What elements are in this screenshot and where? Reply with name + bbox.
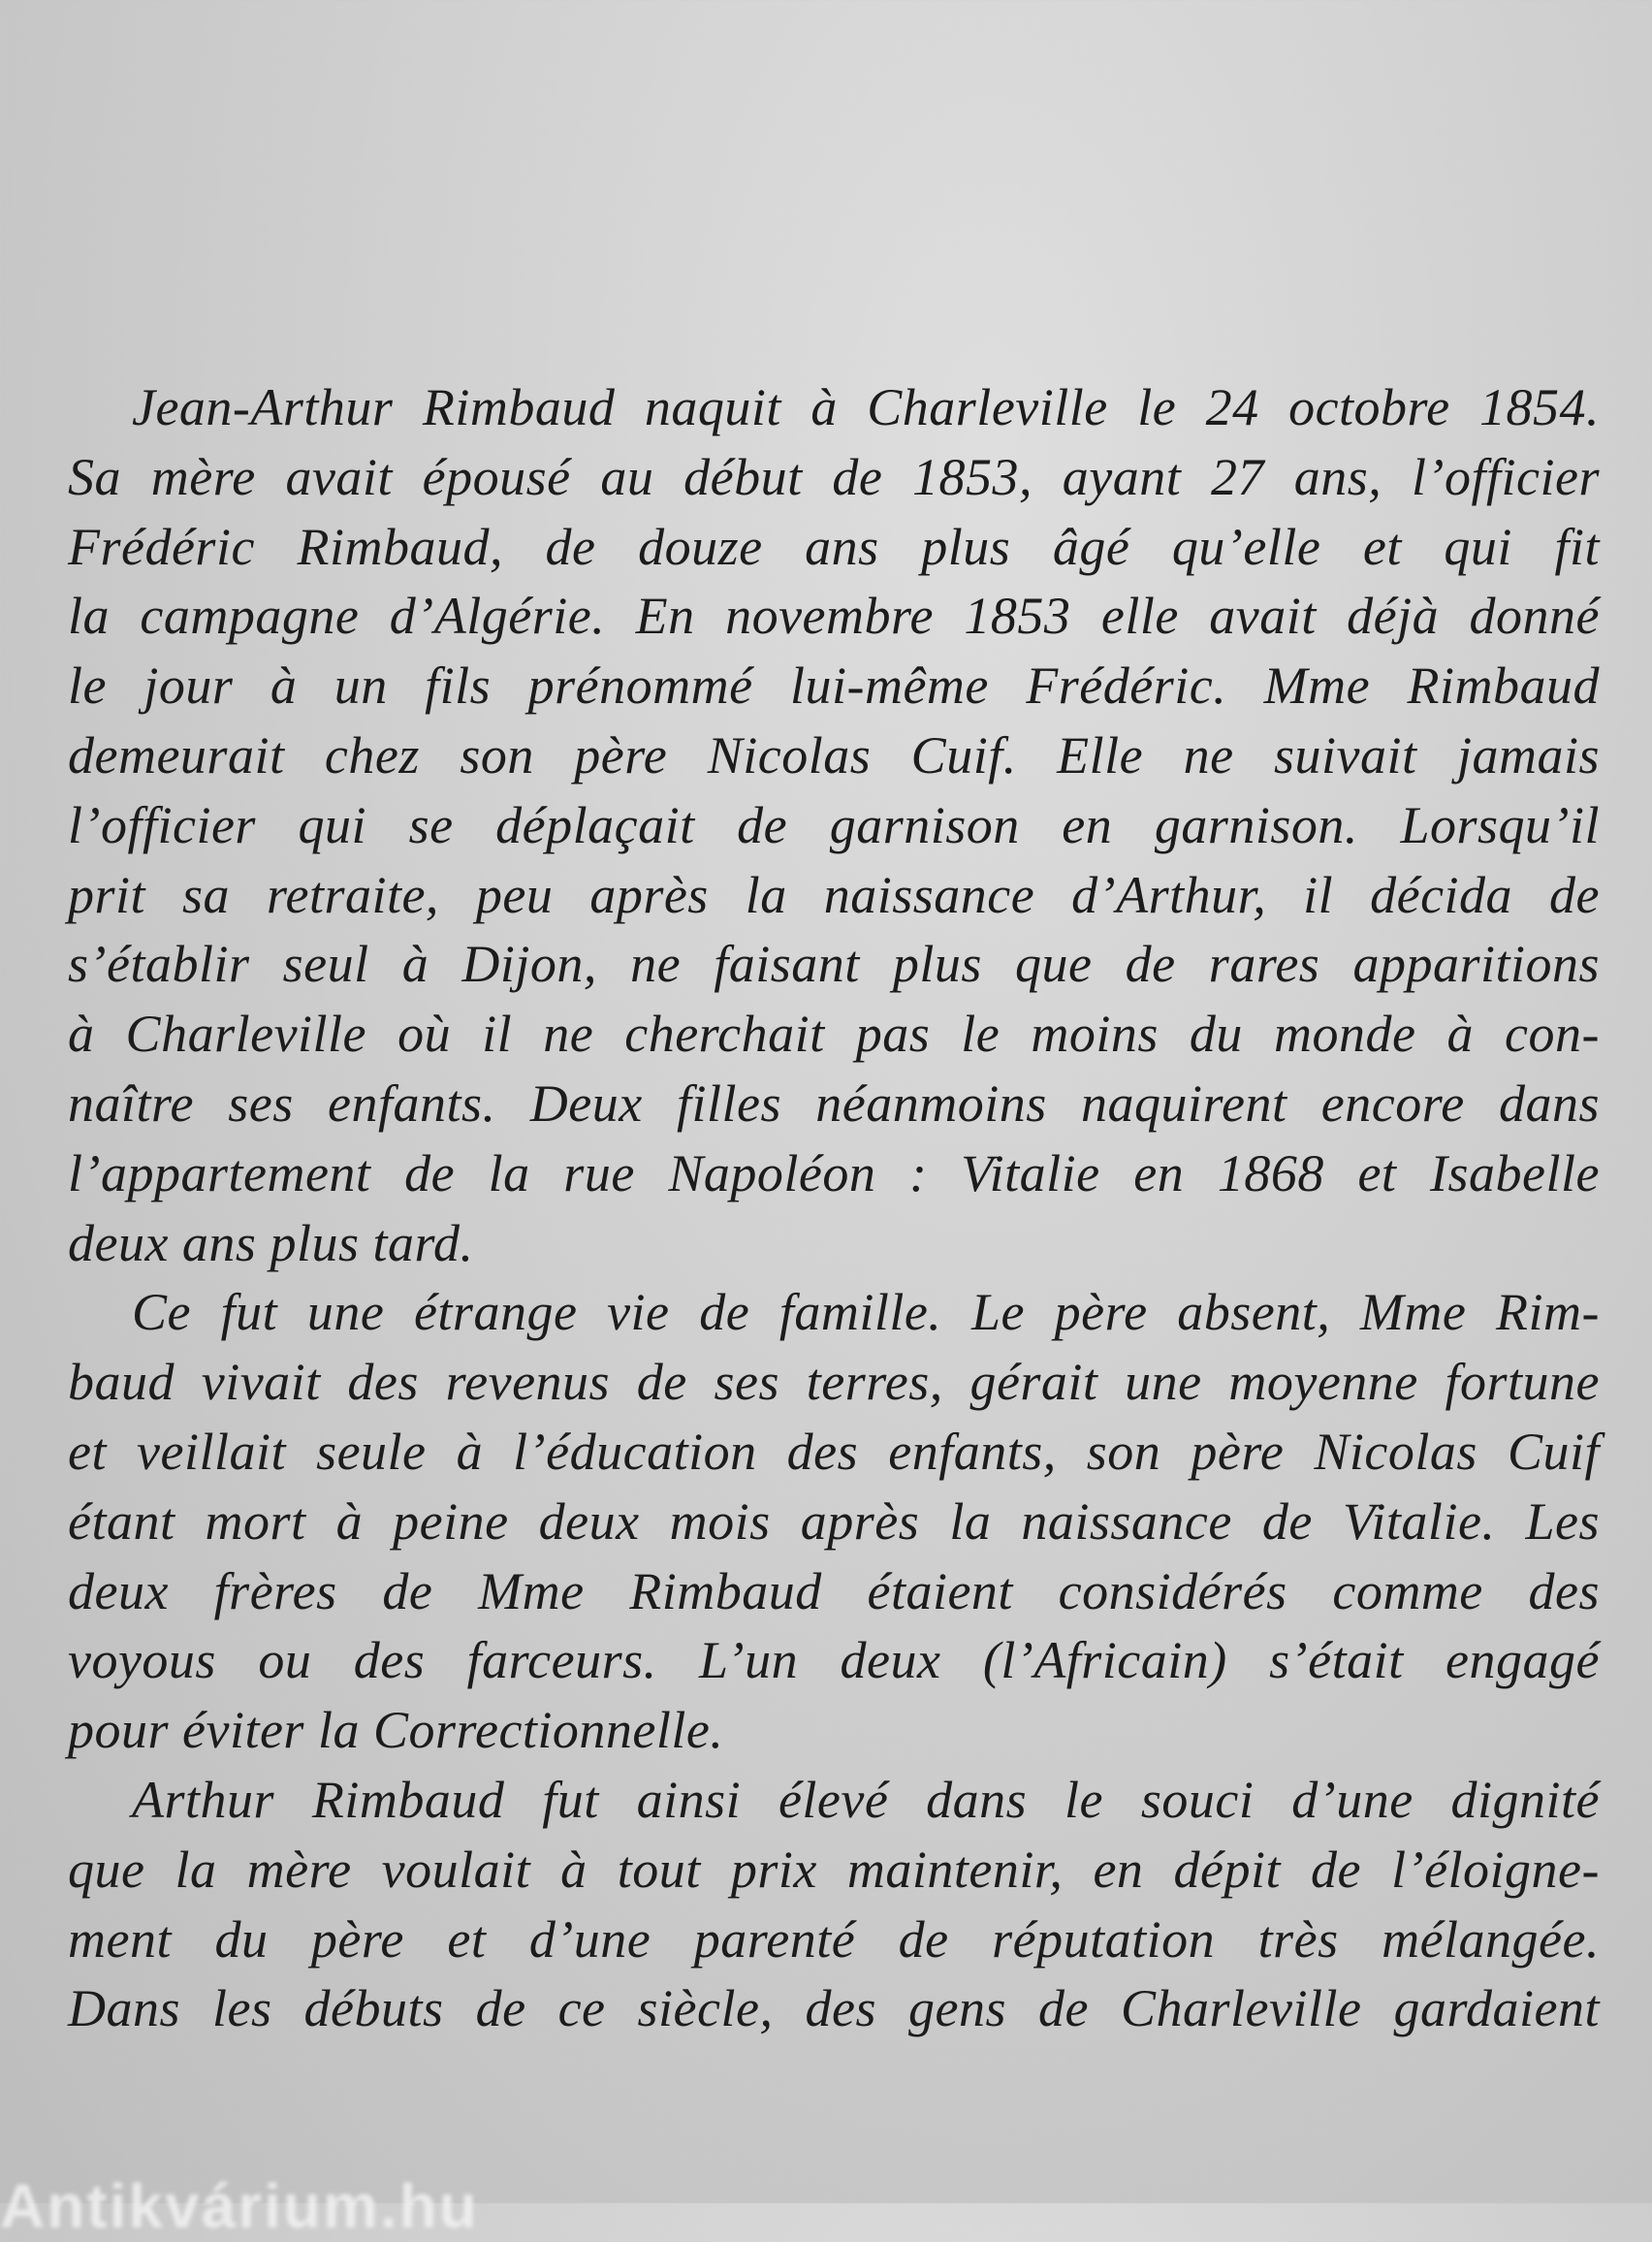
text-line: à Charleville où il ne cherchait pas le moins du monde à con- <box>68 1005 1600 1064</box>
text-line: naître ses enfants. Deux filles néanmoins naquirent encore dans <box>68 1073 1600 1133</box>
text-line: ment du père et d’une parenté de réputation très mélangée. <box>68 1909 1600 1969</box>
text-line: la campagne d’Algérie. En novembre 1853 elle avait déjà donné <box>68 587 1600 646</box>
book-page-text <box>68 373 1600 2044</box>
paragraph <box>68 1766 1600 2044</box>
text-line: baud vivait des revenus de ses terres, gérait une moyenne fortune <box>68 1353 1600 1412</box>
text-line: et veillait seule à l’éducation des enfants, son père Nicolas Cuif <box>68 1422 1600 1481</box>
text-line: deux frères de Mme Rimbaud étaient considérés comme des <box>68 1561 1600 1620</box>
text-line: étant mort à peine deux mois après la naissance de Vitalie. Les <box>68 1491 1600 1551</box>
text-line: Ce fut une étrange vie de famille. Le père absent, Mme Rim- <box>132 1283 1600 1342</box>
text-line: Dans les débuts de ce siècle, des gens de Charleville gardaient <box>68 1979 1600 2038</box>
text-line: que la mère voulait à tout prix maintenir, en dépit de l’éloigne- <box>68 1840 1600 1899</box>
text-line: deux ans plus tard. <box>68 1213 474 1272</box>
text-line: voyous ou des farceurs. L’un deux (l’Africain) s’était engagé <box>68 1631 1600 1690</box>
text-line: Sa mère avait épousé au début de 1853, ayant 27 ans, l’officier <box>68 447 1600 506</box>
text-line: s’établir seul à Dijon, ne faisant plus que de rares apparitions <box>68 935 1600 994</box>
text-line: prit sa retraite, peu après la naissance d’Arthur, il décida de <box>68 865 1600 924</box>
watermark: Antikvárium.hu <box>0 2171 479 2241</box>
text-line: l’appartement de la rue Napoléon : Vitalie en 1868 et Isabelle <box>68 1143 1600 1202</box>
text-line: Frédéric Rimbaud, de douze ans plus âgé qu’elle et qui fit <box>68 517 1600 576</box>
text-line: Arthur Rimbaud fut ainsi élevé dans le souci d’une dignité <box>132 1770 1600 1829</box>
paragraph <box>68 373 1600 1278</box>
text-line: le jour à un fils prénommé lui-même Frédéric. Mme Rimbaud <box>68 657 1600 716</box>
paragraph <box>68 1278 1600 1766</box>
text-line: Jean-Arthur Rimbaud naquit à Charleville le 24 octobre 1854. <box>132 378 1600 436</box>
text-line: pour éviter la Correctionnelle. <box>68 1701 724 1760</box>
text-line: demeurait chez son père Nicolas Cuif. Elle ne suivait jamais <box>68 725 1600 785</box>
text-line: l’officier qui se déplaçait de garnison en garnison. Lorsqu’il <box>68 795 1600 854</box>
